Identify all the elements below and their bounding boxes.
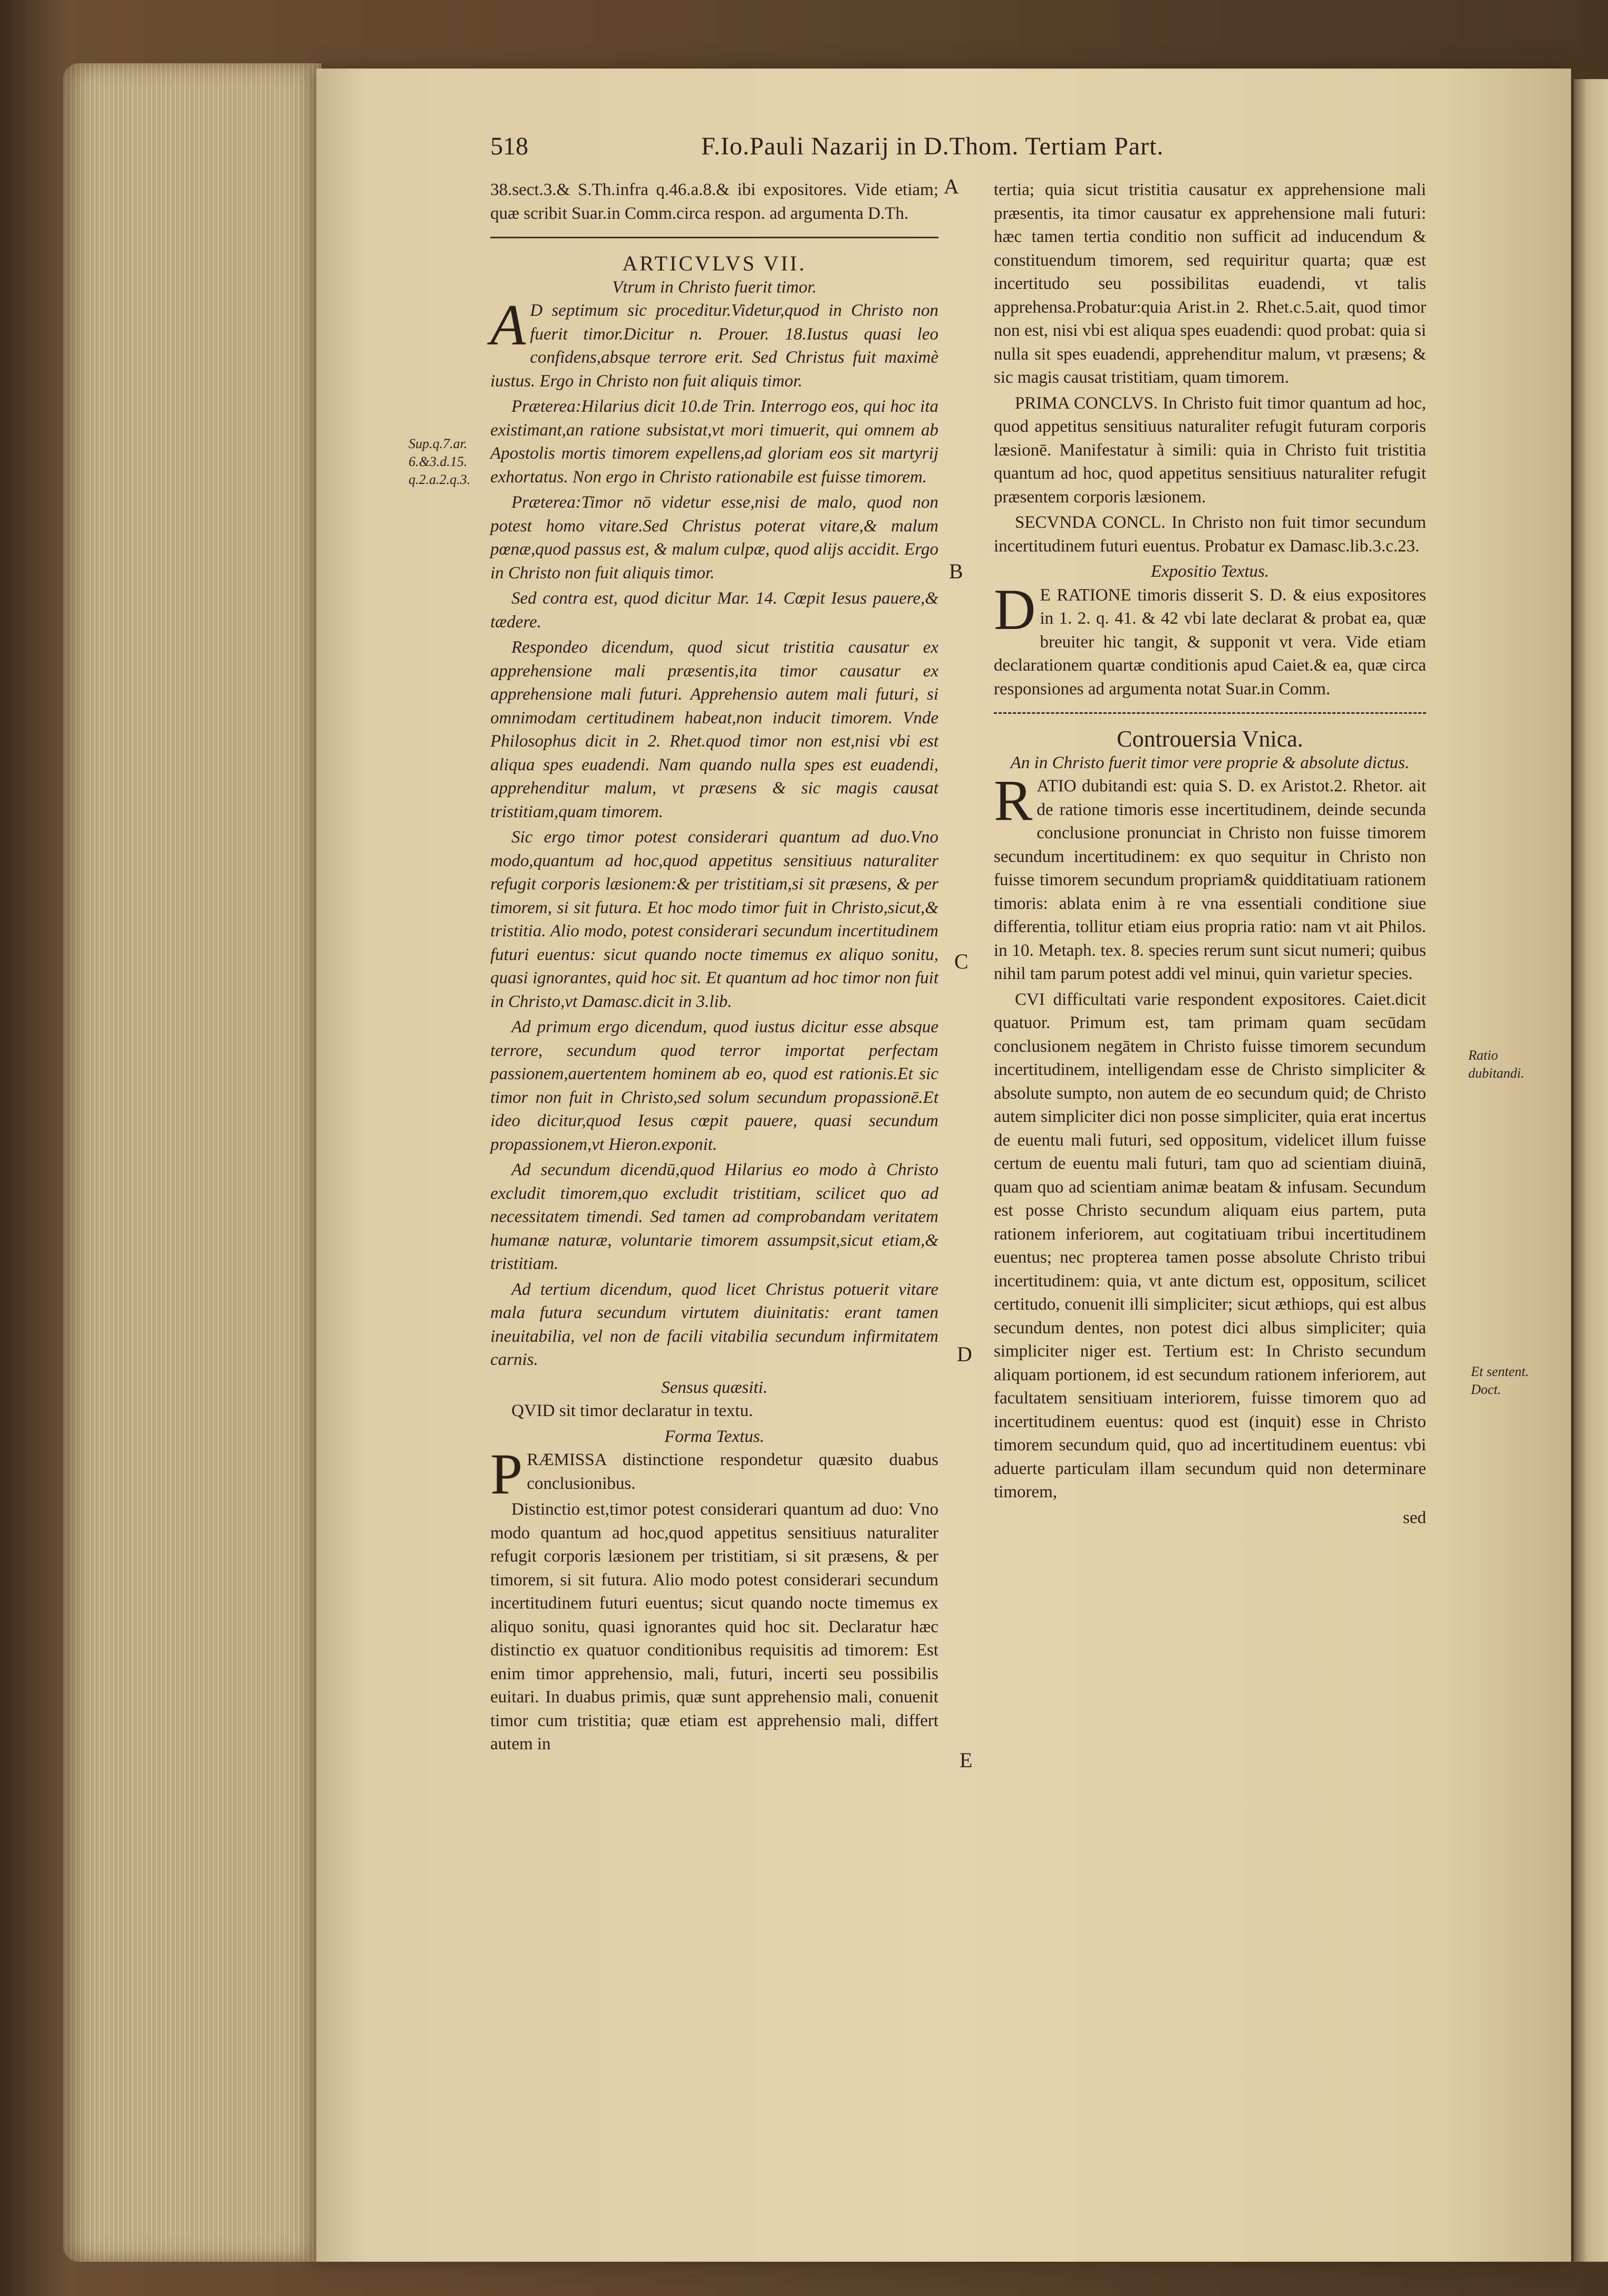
drop-cap: P (490, 1442, 523, 1506)
secunda-conclusio: SECVNDA CONCL. In Christo non fuit timor secundum incertitudinem futuri euentus. Probatur ex Damasc.lib.3.c.23. (994, 513, 1426, 556)
reply-1: Ad primum ergo dicendum, quod iustus dicitur esse absque terrore, secundum quod terror importat perfectam passionem,auertentem hominem ab eo, quod est rationis.Et sic timor non fuit in Christo,sed solum secundum propassionē.Et ideo dicitur,quod Iesus cœpit pauere, quasi secundum propassionem,vt Hieron.exponit. (490, 1018, 938, 1154)
intro-paragraph: 38.sect.3.& S.Th.infra q.46.a.8.& ibi expositores. Vide etiam; quæ scribit Suar.in Comm.circa respon. ad argumenta D.Th. (490, 180, 938, 223)
objection-2: Præterea:Hilarius dicit 10.de Trin. Interrogo eos, qui hoc ita existimant,an ratione subsistat,vt mori timuerit, qui omnem ab Apostolis mortis timorem expellens,ad gloriam eos sit martyrij exhortatus. Non ergo in Christo rationabile est fuisse timorem. (490, 397, 938, 487)
section-letter-c: C (954, 950, 968, 973)
margin-et-sentent: Et sentent. Doct. (1471, 1364, 1529, 1397)
section-letter-d: D (957, 1342, 972, 1366)
sed-contra: Sed contra est, quod dicitur Mar. 14. Cœpit Iesus pauere,& tædere. (490, 589, 938, 632)
margin-ratio-dubitandi: Ratio dubitandi. (1468, 1048, 1525, 1081)
section-letter-e: E (960, 1748, 973, 1772)
divider (994, 712, 1426, 714)
right-column (994, 178, 1426, 1529)
objection-3: Præterea:Timor nō videtur esse,nisi de malo, quod non potest homo vitare.Sed Christus poterat vitare,& malum pœnæ,quod passus est, & malum culpæ, quod alijs accidit. Ergo in Christo non fuit aliquis timor. (490, 493, 938, 583)
expositio-paragraph: E RATIONE timoris disserit S. D. & eius expositores in 1. 2. q. 41. & 42 vbi late declarat & probat ea, quæ breuiter hic tangit, & supponit vt vera. Vide etiam declarationem quartæ conditionis apud Caiet.& ea, quæ circa responsiones ad argumenta notat Suar.in Comm. (994, 585, 1426, 699)
respondeo: Respondeo dicendum, quod sicut tristitia causatur ex apprehensione mali præsentis,ita timor causatur ex apprehensione mali futuri. Apprehensio autem mali futuri, si omnimodam certitudinem habeat,non inducit timorem. Vnde Philosophus dicit in 2. Rhet.quod timor non est,nisi vbi est aliqua spes euadendi. Nam quando nulla spes est euadendi, apprehenditur malum, vt præsens & sic magis causat tristitiam,quam timorem. (490, 638, 938, 821)
quid-line: QVID sit timor declaratur in textu. (511, 1401, 753, 1420)
article-subtitle: Vtrum in Christo fuerit timor. (612, 277, 817, 297)
facing-page-edge (1574, 79, 1608, 2262)
drop-cap: A (490, 293, 526, 357)
section-letter-b: B (949, 559, 963, 583)
book-page-edges (63, 63, 322, 2262)
expositio-heading: Expositio Textus. (1150, 562, 1270, 581)
divider (490, 237, 938, 238)
margin-reference: Sup.q.7.ar. 6.&3.d.15. q.2.a.2.q.3. (409, 436, 470, 487)
catchword: sed (1403, 1508, 1426, 1527)
forma-paragraph-1: RÆMISSA distinctione respondetur quæsito duabus conclusionibus. (527, 1450, 938, 1493)
sensus-heading: Sensus quæsiti. (661, 1378, 768, 1397)
prima-conclusio: PRIMA CONCLVS. In Christo fuit timor quantum ad hoc, quod appetitus sensitiuus naturaliter refugit futuram corporis læsionē. Manifestatur à simili: quia in Christo fuit tristitia quantum ad hoc, quod appetitus sensitiuus naturaliter refugit præsentem corporis læsionem. (994, 393, 1426, 507)
running-title: F.Io.Pauli Nazarij in D.Thom. Tertiam Part. (701, 132, 1164, 160)
left-column (490, 178, 938, 1758)
controversia-subtitle: An in Christo fuerit timor vere proprie & absolute dictus. (1010, 753, 1410, 772)
reply-2: Ad secundum dicendū,quod Hilarius eo modo à Christo excludit timorem,quo excludit tristitiam, scilicet quo ad necessitatem timendi. Sed tamen ad comprobandam veritatem humanæ naturæ, voluntarie timorem assumpsit,sicut etiam,& tristitiam. (490, 1160, 938, 1273)
page-number: 518 (490, 132, 528, 160)
running-head (490, 132, 1487, 163)
forma-heading: Forma Textus. (664, 1427, 764, 1446)
responses-paragraph: CVI difficultati varie respondent expositores. Caiet.dicit quatuor. Primum est, tam primam quam secūdam conclusionem negātem in Christo fuisse timorem secundum incertitudinem, intelligendam esse de Christo simpliciter & absolute sumpto, non autem de eo secundum quid; de Christo autem simpliciter dici non posse simpliciter, quia erat incertus de euentu mali futuri, sed oppositum, videlicet illum fuisse certum de euentu mali futuri, tam quo ad scientiam diuinā, quam quo ad scientiam animæ beatam & infusam. Secundum est posse Christo secundum aliquam eius partem, puta rationem inferiorem, aut cogitatiuam tribui incertitudinem euentus; nec propterea tamen posse absolute Christo tribui incertitudinem: quia, vt ante dictum est, oppositum, scilicet certitudo, conuenit illi simpliciter; sicut æthiops, qui est albus secundum dentes, non potest dici albus simpliciter; quia simpliciter niger est. Tertium est: In Christo secundum aliquam portionem, id est secundum rationem inferiorem, aut facultatem sensitiuam interiorem, fuisse timorem quo ad incertitudinem euentus: quod est (inquit) esse in Christo timorem secundum quid, quo ad incertitudinem euentus: vbi aduerte particulam illam secundum quid non determinare timorem, (994, 990, 1426, 1501)
section-letter-a: A (944, 175, 959, 198)
objection-1: D septimum sic proceditur.Videtur,quod in Christo non fuerit timor.Dicitur n. Prouer. 18.Iustus quasi leo confidens,absque terrore erit. Sed Christus fuit maximè iustus. Ergo in Christo non fuit aliquis timor. (490, 301, 938, 391)
drop-cap: R (994, 768, 1033, 832)
forma-paragraph-2: Distinctio est,timor potest considerari quantum ad duo: Vno modo quantum ad hoc,quod appetitus sensitiuus naturaliter refugit corporis læsionem per tristitiam, si sit præsens, & per timorem, si sit futura. Alio modo potest considerari secundum incertitudinem futuri euentus; sicut quando nocte timemus ex aliquo sonitu, quasi ignorantes quid hoc sit. Declaratur hæc distinctio ex quatuor conditionibus requisitis ad timorem: Est enim timor apprehensio, mali, futuri, incerti seu possibilis euitari. In duabus primis, quæ sunt apprehensio mali, conuenit timor cum tristitia; quæ etiam est apprehensio mali, differt autem in (490, 1500, 938, 1754)
controversia-title: Controuersia Vnica. (1117, 726, 1303, 752)
respondeo-continued: Sic ergo timor potest considerari quantum ad duo.Vno modo,quantum ad hoc,quod appetitus sensitiuus naturaliter refugit corporis læsionem:& per tristitiam,si sit præsens, & per timorem, si sit futura. Et hoc modo timor fuit in Christo,sicut,& tristitia. Alio modo, potest considerari secundum incertitudinem futuri euentus: sicut quando nocte timemus ex aliquo sonitu, quasi ignorantes, quid hoc sit. Et quantum ad hoc timor non fuit in Christo,vt Damasc.dicit in 3.lib. (490, 828, 938, 1011)
reply-3: Ad tertium dicendum, quod licet Christus potuerit vitare mala futura secundum virtutem diuinitatis: erant tamen ineuitabilia, vel non de facili vitabilia secundum infirmitatem carnis. (490, 1280, 938, 1369)
drop-cap: D (994, 577, 1036, 642)
article-title: ARTICVLVS VII. (622, 251, 807, 275)
right-paragraph-1: tertia; quia sicut tristitia causatur ex apprehensione mali præsentis, ita timor causatur ex apprehensione mali futuri: hæc tamen tertia conditio non sufficit ad inducendum & constituendum timorem, sed requiritur quarta; quæ est incertitudo seu possibilitas euadendi, vt talis apprehensa.Probatur:quia Arist.in 2. Rhet.c.5.ait, quod timor non est, nisi vbi est aliqua spes euadendi: quod probat: quia si nulla sit spes euadendi, apprehenditur malum, vt præsens; & sic magis causat tristitiam, quam timorem. (994, 180, 1426, 387)
ratio-dubitandi-paragraph: ATIO dubitandi est: quia S. D. ex Aristot.2. Rhetor. ait de ratione timoris esse incertitudinem, deinde secunda conclusione pronunciat in Christo non fuisse timorem secundum incertitudinem: ex quo sequitur in Christo non fuisse timorem secundum propriam& quidditatiuam rationem timoris: ablata enim à re vna essentiali conditione siue differentia, tollitur etiam eius propria ratio: nam vt ait Philos. in 10. Metaph. tex. 8. species rerum sunt sicut numeri; quibus nihil tam parum potest addi vel minui, quin varietur species. (994, 777, 1426, 983)
